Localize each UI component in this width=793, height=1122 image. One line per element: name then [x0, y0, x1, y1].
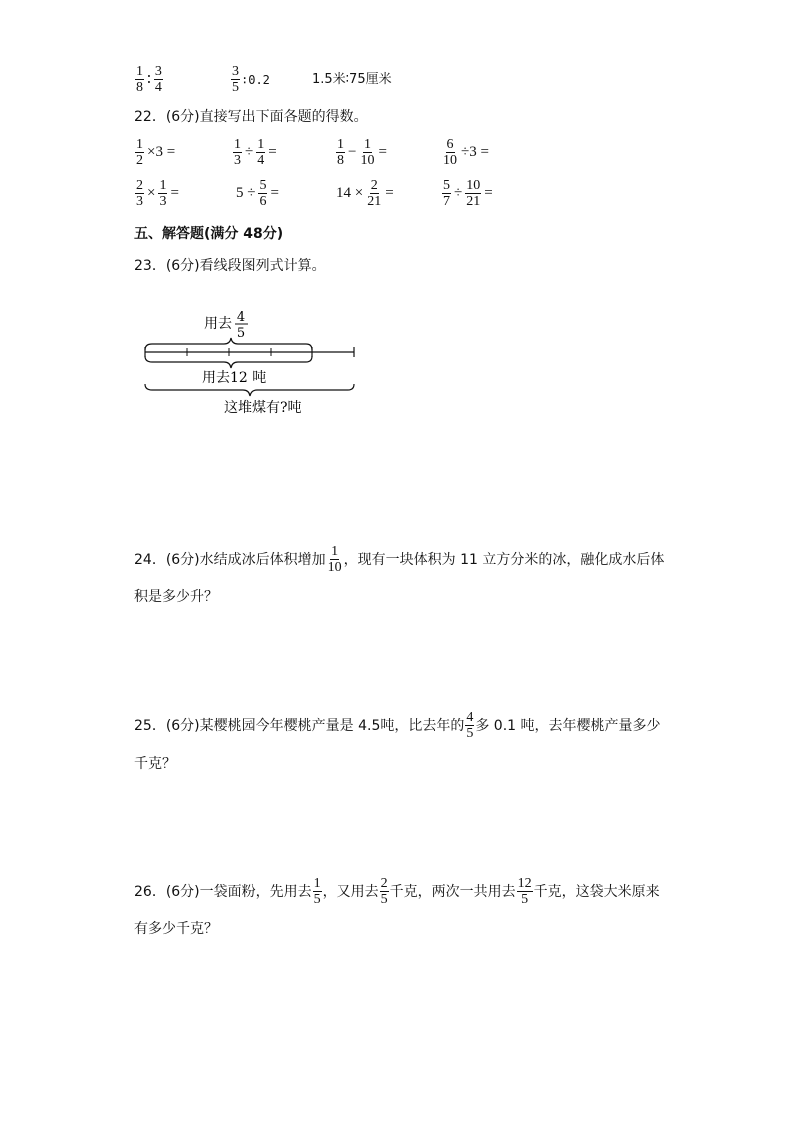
fraction: $\frac{3}{4}$	[154, 64, 162, 95]
q22-item-2: $\frac{1}{3}$ ÷ $\frac{1}{4}$ =	[234, 137, 277, 168]
fraction: $\frac{1}{5}$	[313, 876, 321, 907]
fraction: $\frac{1}{8}$	[337, 137, 344, 168]
fraction: $\frac{2}{3}$	[136, 178, 143, 209]
diagram-bottom-label: 这堆煤有?吨	[224, 400, 302, 416]
q22-item-4: $\frac{6}{10}$ ÷3 =	[443, 137, 489, 168]
q26-line2: 有多少千克？	[134, 921, 218, 937]
ratio-2	[230, 64, 270, 95]
fraction: $\frac{10}{21}$	[466, 178, 481, 209]
fraction: $\frac{1}{3}$	[234, 137, 241, 168]
line-segment-diagram	[140, 306, 365, 421]
middle-brace	[145, 356, 312, 368]
q24-line1: 24．(6分)水结成冰后体积增加 $\frac{1}{10}$ ，现有一块体积为 11 立方分米的冰，融化成水后体	[134, 544, 665, 575]
fraction: $\frac{5}{6}$	[259, 178, 267, 209]
section-title: 五、解答题(满分 48分)	[134, 226, 284, 242]
q26-line1: 26．(6分)一袋面粉，先用去 $\frac{1}{5}$ ，又用去 $\frac{2}{5}$ 千克，两次一共用去 $\frac{12}{5}$ 千克，这袋大米原来	[134, 876, 660, 907]
ratio-tail: ∶0.2	[241, 72, 270, 87]
fraction: $\frac{12}{5}$	[517, 876, 532, 907]
fraction: $\frac{1}{4}$	[257, 137, 265, 168]
fraction: $\frac{1}{2}$	[136, 137, 143, 168]
fraction: $\frac{5}{7}$	[443, 178, 450, 209]
q25-line2: 千克？	[134, 756, 176, 772]
ratio-1	[134, 64, 164, 95]
diagram-mid-label: 用去12 吨	[202, 370, 267, 386]
diagram-top-label: 用去	[204, 316, 232, 332]
fraction: $\frac{4}{5}$	[466, 710, 474, 741]
ratio-3: 1.5米∶75厘米	[312, 72, 392, 87]
q22-item-8: $\frac{5}{7}$ ÷ $\frac{10}{21}$ =	[443, 178, 493, 209]
fraction: $\frac{3}{5}$	[232, 64, 239, 95]
q23-title: 23．(6分)看线段图列式计算。	[134, 258, 326, 274]
q25-line1: 25．(6分)某樱桃园今年樱桃产量是 4.5吨，比去年的 $\frac{4}{5}$ 多 0.1 吨，去年樱桃产量多少	[134, 710, 661, 741]
q22-item-7: 14 × $\frac{2}{21}$ =	[336, 178, 394, 209]
fraction: $\frac{6}{10}$	[443, 137, 457, 168]
fraction: $\frac{1}{10}$	[360, 137, 375, 168]
fraction: $\frac{2}{21}$	[367, 178, 382, 209]
fraction: $\frac{2}{5}$	[380, 876, 388, 907]
diagram-fraction-den: 5	[236, 326, 246, 341]
q24-line2: 积是多少升？	[134, 589, 218, 605]
q22-item-1: $\frac{1}{2}$ ×3 =	[136, 137, 176, 168]
ratio-sign: ∶	[147, 72, 151, 88]
fraction: $\frac{1}{10}$	[327, 544, 342, 575]
q22-item-5: $\frac{2}{3}$ × $\frac{1}{3}$ =	[136, 178, 179, 209]
q22-title: 22．(6分)直接写出下面各题的得数。	[134, 109, 368, 125]
q22-item-6: 5 ÷ $\frac{5}{6}$ =	[236, 178, 279, 209]
fraction: $\frac{1}{3}$	[159, 178, 167, 209]
diagram-fraction-num: 4	[236, 310, 246, 325]
q22-item-3: $\frac{1}{8}$ − $\frac{1}{10}$ =	[337, 137, 387, 168]
fraction: $\frac{1}{8}$	[136, 64, 143, 95]
